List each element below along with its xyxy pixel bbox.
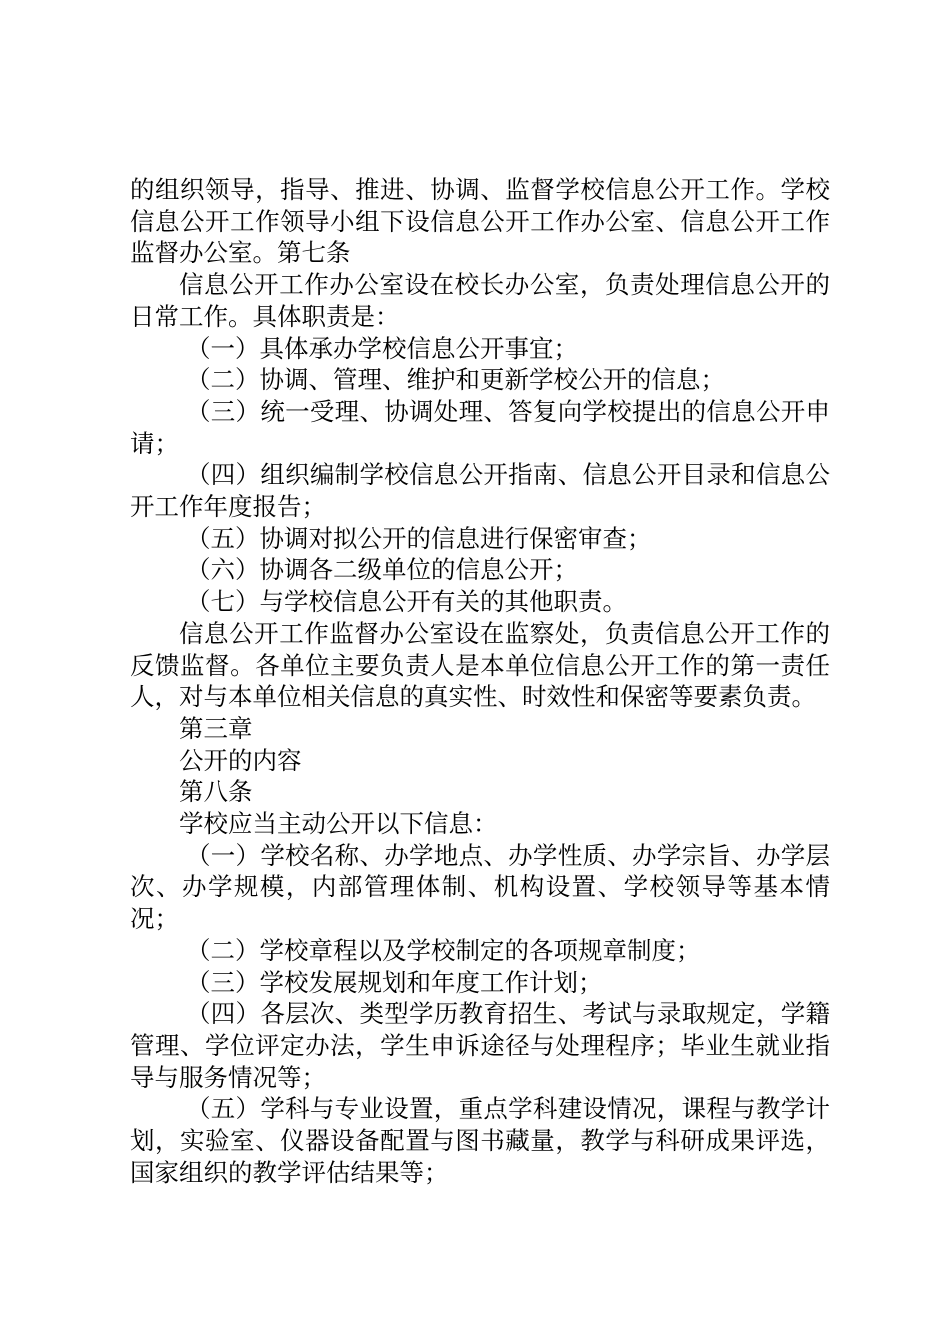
list-item-info-1: （一）学校名称、办学地点、办学性质、办学宗旨、办学层次、办学规模，内部管理体制、机构设置、学校领导等基本情况； (130, 840, 830, 934)
chapter-title: 公开的内容 (179, 745, 302, 775)
list-item-duty-7: （七）与学校信息公开有关的其他职责。 (186, 587, 627, 617)
list-item-info-3: （三）学校发展规划和年度工作计划； (186, 967, 603, 997)
list-item-duty-6: （六）协调各二级单位的信息公开； (186, 555, 578, 585)
article-heading: 第八条 (179, 777, 253, 807)
list-item-duty-5: （五）协调对拟公开的信息进行保密审查； (186, 523, 652, 553)
document-body (130, 174, 830, 1189)
list-item-info-2: （二）学校章程以及学校制定的各项规章制度； (186, 935, 701, 965)
list-item-duty-1: （一）具体承办学校信息公开事宜； (186, 333, 578, 363)
chapter-heading: 第三章 (179, 713, 253, 743)
paragraph-disclosure-intro: 学校应当主动公开以下信息： (179, 809, 498, 839)
list-item-info-5: （五）学科与专业设置，重点学科建设情况，课程与教学计划，实验室、仪器设备配置与图书藏量，教学与科研成果评选，国家组织的教学评估结果等； (130, 1094, 830, 1187)
list-item-info-4: （四）各层次、类型学历教育招生、考试与录取规定，学籍管理、学位评定办法，学生申诉途径与处理程序；毕业生就业指导与服务情况等； (130, 999, 830, 1092)
paragraph-continuation: 的组织领导，指导、推进、协调、监督学校信息公开工作。学校信息公开工作领导小组下设信息公开工作办公室、信息公开工作监督办公室。第七条 (130, 175, 830, 268)
paragraph-supervision-office: 信息公开工作监督办公室设在监察处，负责信息公开工作的反馈监督。各单位主要负责人是本单位信息公开工作的第一责任人，对与本单位相关信息的真实性、时效性和保密等要素负责。 (130, 618, 830, 712)
list-item-duty-2: （二）协调、管理、维护和更新学校公开的信息； (186, 365, 725, 395)
list-item-duty-4: （四）组织编制学校信息公开指南、信息公开目录和信息公开工作年度报告； (130, 460, 830, 522)
paragraph-office-duties: 信息公开工作办公室设在校长办公室，负责处理信息公开的日常工作。具体职责是： (130, 270, 830, 331)
list-item-duty-3: （三）统一受理、协调处理、答复向学校提出的信息公开申请； (130, 396, 830, 458)
